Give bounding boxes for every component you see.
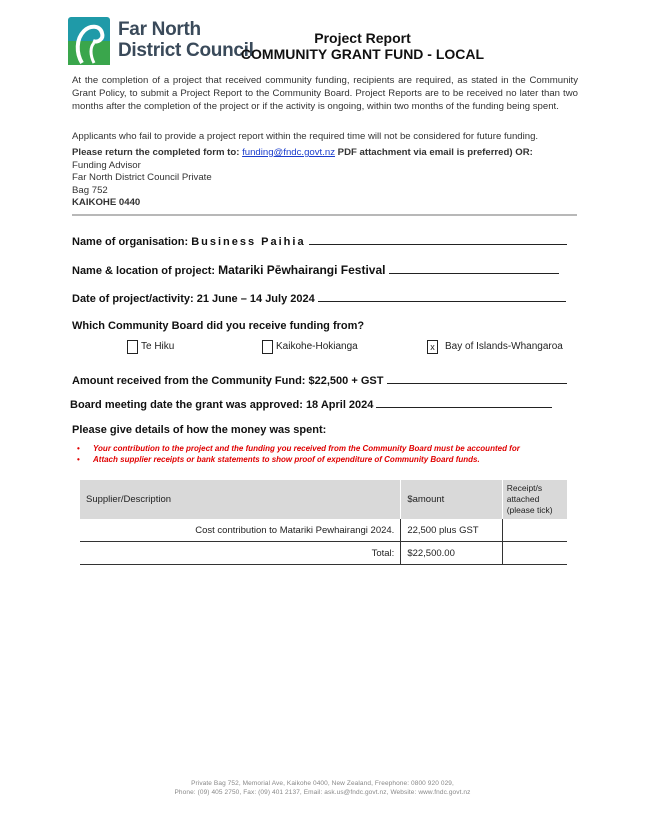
meeting-label: Board meeting date the grant was approved:: [70, 399, 306, 411]
expenditure-table: [80, 480, 567, 565]
address-line: Bag 752: [72, 184, 108, 196]
report-subtitle: COMMUNITY GRANT FUND - LOCAL: [240, 46, 485, 62]
warning-paragraph: Applicants who fail to provide a project report within the required time will not be considered for future funding.: [72, 131, 539, 142]
board-question: Which Community Board did you receive funding from?: [72, 320, 365, 332]
amount-label: Amount received from the Community Fund:: [72, 375, 309, 387]
return-tail: PDF attachment via email is preferred) OR:: [335, 147, 533, 158]
intro-paragraph: At the completion of a project that received community funding, recipients are required, as stated in the Community Grant Policy, to submit a Project Report to the Community Board. Project Reports are to be received no later than two months after the completion of the project or if the activity is ongoing, within two months of the funding being spent.: [72, 75, 578, 112]
amount-field: [72, 374, 567, 387]
meeting-value[interactable]: 18 April 2024: [305, 399, 374, 411]
checkbox-te-hiku[interactable]: [127, 340, 138, 354]
meeting-date-field: [70, 398, 552, 411]
fill-line: [376, 398, 552, 408]
date-value[interactable]: 21 June – 14 July 2024: [196, 293, 315, 305]
date-field: [72, 292, 566, 305]
organisation-value[interactable]: Business Paihia: [191, 236, 306, 248]
logo-text-line2: District Council: [118, 40, 254, 61]
return-lead: Please return the completed form to:: [72, 147, 243, 158]
table-row: [80, 542, 567, 565]
date-label: Date of project/activity:: [72, 293, 197, 305]
amount-value[interactable]: $22,500 + GST: [308, 375, 384, 387]
bullet-item: • Your contribution to the project and the funding you received from the Community Board must be accounted for: [80, 444, 520, 453]
project-label: Name & location of project:: [72, 265, 219, 277]
cell-amount[interactable]: 22,500 plus GST: [401, 519, 502, 542]
fill-line: [309, 235, 567, 245]
checkbox-bay-of-islands[interactable]: x: [427, 340, 438, 354]
fill-line: [318, 292, 566, 302]
cell-receipt[interactable]: [502, 542, 567, 565]
divider: [72, 214, 577, 216]
header-description: Supplier/Description: [80, 480, 401, 519]
organisation-label: Name of organisation:: [72, 236, 192, 248]
logo-text-line1: Far North: [118, 19, 201, 40]
organisation-field: [72, 235, 567, 248]
checkbox-kaikohe-hokianga[interactable]: [262, 340, 273, 354]
footer-address: Private Bag 752, Memorial Ave, Kaikohe 0400, New Zealand, Freephone: 0800 920 029,: [191, 780, 454, 787]
table-header-row: [80, 480, 567, 519]
header-amount: $amount: [401, 480, 502, 519]
cell-receipt[interactable]: [502, 519, 567, 542]
project-field: [72, 263, 559, 277]
fill-line: [389, 264, 559, 274]
council-logo-icon: [68, 17, 110, 65]
cell-total-label: Total:: [80, 542, 401, 565]
table-row: [80, 519, 567, 542]
checkbox-label: Bay of Islands-Whangaroa: [445, 341, 563, 352]
address-city: KAIKOHE 0440: [72, 197, 141, 208]
checkbox-label: Te Hiku: [141, 341, 175, 352]
checkbox-label: Kaikohe-Hokianga: [276, 341, 358, 352]
bullet-item: • Attach supplier receipts or bank statements to show proof of expenditure of Community Board funds.: [80, 455, 480, 464]
cell-total-amount[interactable]: $22,500.00: [401, 542, 502, 565]
email-link[interactable]: funding@fndc.govt.nz: [242, 147, 336, 158]
fill-line: [387, 374, 567, 384]
return-instructions: [72, 147, 578, 210]
report-title: Project Report: [314, 30, 411, 46]
address-line: Far North District Council Private: [72, 172, 212, 183]
details-heading: Please give details of how the money was spent:: [72, 424, 327, 436]
address-line: Funding Advisor: [72, 159, 141, 171]
footer-contact: Phone: (09) 405 2750, Fax: (09) 401 2137, Email: ask.us@fndc.govt.nz, Website: www.fndc.govt.nz: [174, 789, 471, 796]
header-receipt: Receipt/s attached (please tick): [502, 480, 567, 519]
project-value[interactable]: Matariki Pēwhairangi Festival: [218, 263, 386, 277]
cell-description[interactable]: Cost contribution to Matariki Pewhairangi 2024.: [80, 519, 401, 542]
